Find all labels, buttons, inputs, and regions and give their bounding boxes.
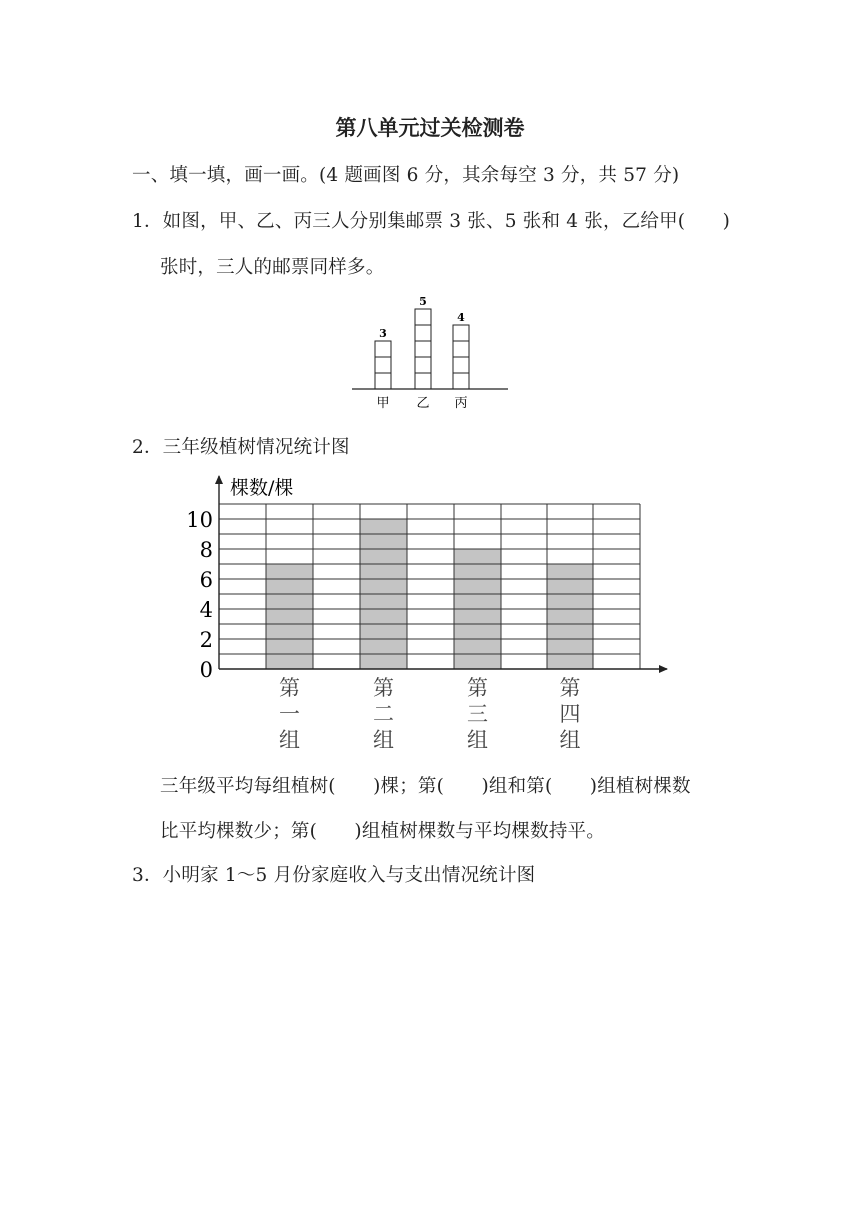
stamp-square [453, 357, 469, 373]
y-tick-label: 4 [199, 598, 213, 622]
stamp-category-label: 甲 [376, 396, 390, 411]
stamp-count-label: 4 [457, 311, 465, 324]
category-label-char: 二 [373, 702, 394, 726]
tree-planting-chart [180, 470, 680, 755]
category-label-char: 四 [559, 702, 581, 726]
stamp-count-label: 3 [379, 327, 387, 340]
stamp-square [415, 341, 431, 357]
stamp-stack [415, 309, 431, 389]
question-3-title: 3．小明家 1～5 月份家庭收入与支出情况统计图 [132, 865, 536, 886]
question-2-line-1: 三年级平均每组植树( )棵；第( )组和第( )组植树棵数 [160, 776, 691, 797]
y-tick-label: 2 [199, 628, 213, 652]
y-tick-label: 6 [199, 568, 213, 592]
category-label-char: 一 [279, 702, 300, 726]
stamp-square [453, 373, 469, 389]
category-label-char: 组 [373, 728, 394, 752]
y-tick-label: 0 [199, 658, 213, 682]
stamp-square [415, 373, 431, 389]
category-label-char: 组 [559, 728, 581, 752]
stamp-square [415, 357, 431, 373]
stamp-count-label: 5 [419, 295, 427, 308]
stamp-stack [375, 341, 391, 389]
stamp-stack [453, 325, 469, 389]
section-heading: 一、填一填，画一画。(4 题画图 6 分，其余每空 3 分，共 57 分) [132, 165, 680, 186]
category-label-char: 组 [279, 728, 300, 752]
category-label-char: 第 [373, 676, 394, 700]
category-label [467, 676, 488, 752]
question-2-line-2: 比平均棵数少；第( )组植树棵数与平均棵数持平。 [160, 821, 605, 842]
stamp-square [453, 325, 469, 341]
stamp-square [375, 341, 391, 357]
tree-bar [266, 564, 313, 669]
category-label-char: 组 [467, 728, 488, 752]
stamp-square [415, 325, 431, 341]
stamp-square [375, 357, 391, 373]
stamp-square [375, 373, 391, 389]
stamp-chart [340, 285, 520, 415]
page-title: 第八单元过关检测卷 [335, 116, 525, 140]
tree-bar [547, 564, 593, 669]
stamp-square [453, 341, 469, 357]
category-label-char: 第 [279, 676, 300, 700]
category-label-char: 第 [467, 676, 488, 700]
category-label [279, 676, 300, 752]
category-label-char: 第 [559, 676, 581, 700]
question-1-line-2: 张时，三人的邮票同样多。 [160, 257, 385, 278]
y-axis-label: 棵数/棵 [230, 477, 294, 499]
y-tick-label: 8 [199, 538, 213, 562]
stamp-category-label: 乙 [416, 396, 430, 411]
category-label [560, 676, 581, 752]
y-tick-label: 10 [186, 508, 213, 532]
category-label-char: 三 [467, 702, 488, 726]
category-label [373, 676, 394, 752]
stamp-square [415, 309, 431, 325]
question-1-line-1: 1．如图，甲、乙、丙三人分别集邮票 3 张、5 张和 4 张，乙给甲( ) [132, 211, 731, 232]
stamp-category-label: 丙 [454, 396, 468, 411]
question-2-title: 2．三年级植树情况统计图 [132, 437, 350, 458]
